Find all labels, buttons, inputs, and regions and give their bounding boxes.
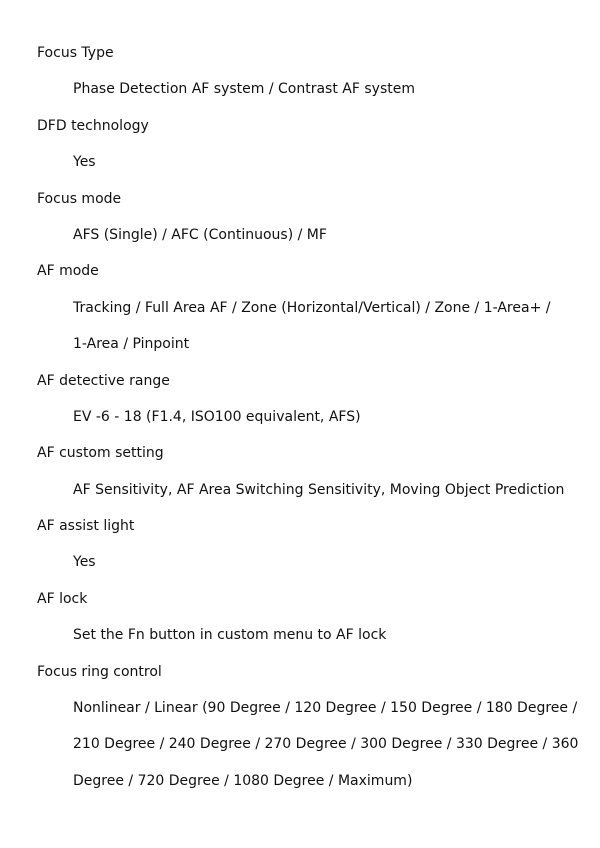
spec-term-focus-ring-control: Focus ring control <box>37 663 162 680</box>
spec-term-af-custom-setting: AF custom setting <box>37 445 164 462</box>
spec-value-af-custom-setting: AF Sensitivity, AF Area Switching Sensitivity, Moving Object Prediction <box>73 481 565 498</box>
spec-term-af-mode: AF mode <box>37 263 99 280</box>
spec-value-dfd-technology: Yes <box>73 154 96 171</box>
spec-value-focus-ring-control-line-1: Nonlinear / Linear (90 Degree / 120 Degree / 150 Degree / 180 Degree / <box>73 700 578 717</box>
spec-term-focus-mode: Focus mode <box>37 190 122 207</box>
spec-value-af-mode-line-1: Tracking / Full Area AF / Zone (Horizontal/Vertical) / Zone / 1-Area+ / <box>73 299 551 316</box>
spec-value-af-lock: Set the Fn button in custom menu to AF lock <box>73 627 387 644</box>
spec-term-af-lock: AF lock <box>37 590 88 607</box>
spec-value-af-detective-range: EV -6 - 18 (F1.4, ISO100 equivalent, AFS) <box>73 408 361 425</box>
spec-term-af-detective-range: AF detective range <box>37 372 170 389</box>
spec-term-af-assist-light: AF assist light <box>37 518 135 535</box>
spec-value-focus-type: Phase Detection AF system / Contrast AF system <box>73 81 415 98</box>
spec-document <box>37 40 577 804</box>
spec-term-dfd-technology: DFD technology <box>37 117 149 134</box>
spec-value-focus-ring-control-line-2: 210 Degree / 240 Degree / 270 Degree / 300 Degree / 330 Degree / 360 <box>73 736 579 753</box>
spec-term-focus-type: Focus Type <box>37 45 114 61</box>
spec-value-focus-ring-control-line-3: Degree / 720 Degree / 1080 Degree / Maximum) <box>73 772 413 789</box>
spec-value-af-assist-light: Yes <box>73 554 96 571</box>
spec-value-focus-mode: AFS (Single) / AFC (Continuous) / MF <box>73 226 327 243</box>
spec-value-af-mode-line-2: 1-Area / Pinpoint <box>73 336 190 353</box>
